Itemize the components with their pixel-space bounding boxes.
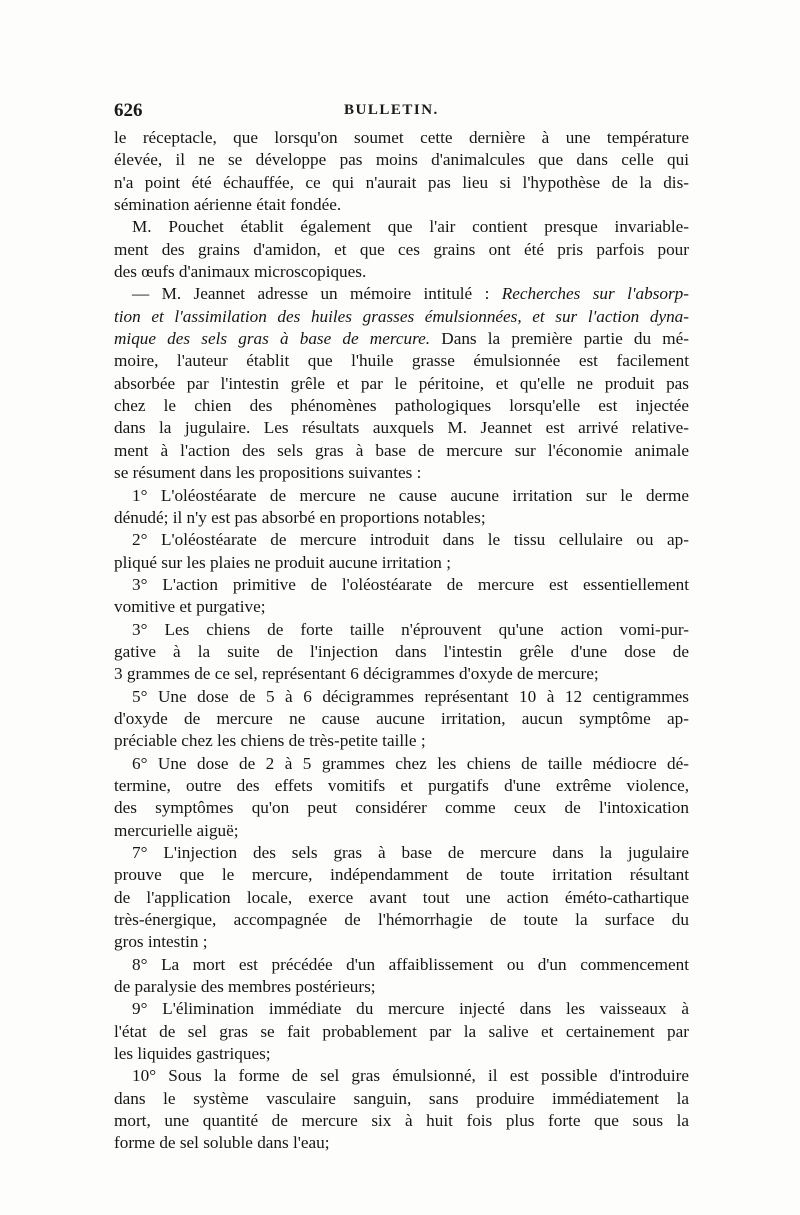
page-header	[114, 100, 686, 124]
text-line	[114, 417, 689, 439]
text-line	[114, 1088, 689, 1110]
paragraph	[114, 216, 689, 283]
text-run: ment des grains d'amidon, et que ces grains ont été pris parfois pour	[114, 239, 689, 259]
text-run: très-énergique, accompagnée de l'hémorrhagie de toute la surface du	[114, 910, 689, 930]
text-line	[114, 574, 689, 596]
text-line	[114, 1021, 689, 1043]
text-run: dans le système vasculaire sanguin, sans produire immédiatement la	[114, 1088, 689, 1108]
text-run: dans la jugulaire. Les résultats auxquels M. Jeannet est arrivé relative-	[114, 418, 689, 438]
text-run: élevée, il ne se développe pas moins d'animalcules que dans celle qui	[114, 150, 689, 170]
text-run: préciable chez les chiens de très-petite taille ;	[114, 731, 426, 751]
text-line	[114, 686, 689, 708]
text-run: — M. Jeannet adresse un mémoire intitulé :	[132, 284, 502, 304]
text-line	[114, 730, 689, 752]
text-line	[114, 194, 689, 216]
text-line	[114, 976, 689, 998]
text-line	[114, 350, 689, 372]
italic-text: tion et l'assimilation des huiles grasses émulsionnées, et sur l'action dyna-	[114, 306, 689, 326]
text-line	[114, 283, 689, 305]
text-run: 5° Une dose de 5 à 6 décigrammes représentant 10 à 12 centigrammes	[132, 686, 689, 706]
text-line	[114, 931, 689, 953]
text-line	[114, 775, 689, 797]
text-run: n'a point été échauffée, ce qui n'aurait pas lieu si l'hypothèse de la dis-	[114, 172, 689, 192]
text-run: 2° L'oléostéarate de mercure introduit dans le tissu cellulaire ou ap-	[132, 530, 689, 550]
text-line	[114, 395, 689, 417]
text-run: d'oxyde de mercure ne cause aucune irritation, aucun symptôme ap-	[114, 708, 689, 728]
body-text	[114, 127, 689, 1155]
text-line	[114, 529, 689, 551]
paragraph	[114, 954, 689, 999]
text-line	[114, 842, 689, 864]
paragraph	[114, 753, 689, 842]
text-run: des symptômes qu'on peut considérer comme ceux de l'intoxication	[114, 798, 689, 818]
text-line	[114, 261, 689, 283]
text-line	[114, 440, 689, 462]
text-line	[114, 909, 689, 931]
text-run: absorbée par l'intestin grêle et par le péritoine, et qu'elle ne produit pas	[114, 373, 689, 393]
text-run: l'état de sel gras se fait probablement par la salive et certainement par	[114, 1021, 689, 1041]
text-line	[114, 239, 689, 261]
text-run: des œufs d'animaux microscopiques.	[114, 262, 367, 282]
text-run: forme de sel soluble dans l'eau;	[114, 1133, 330, 1153]
text-line	[114, 797, 689, 819]
text-line	[114, 641, 689, 663]
text-run: 1° L'oléostéarate de mercure ne cause aucune irritation sur le derme	[132, 485, 689, 505]
text-line	[114, 708, 689, 730]
text-run: 6° Une dose de 2 à 5 grammes chez les chiens de taille médiocre dé-	[132, 753, 689, 773]
text-run: de paralysie des membres postérieurs;	[114, 977, 376, 997]
paragraph	[114, 619, 689, 686]
paragraph	[114, 686, 689, 753]
text-line	[114, 596, 689, 618]
paragraph	[114, 283, 689, 484]
text-run: 3° L'action primitive de l'oléostéarate de mercure est essentiellement	[132, 574, 689, 594]
text-line	[114, 753, 689, 775]
text-line	[114, 1132, 689, 1154]
text-line	[114, 485, 689, 507]
italic-text: mique des sels gras à base de mercure.	[114, 329, 431, 349]
text-run: 7° L'injection des sels gras à base de mercure dans la jugulaire	[132, 843, 689, 862]
text-line	[114, 216, 689, 238]
paragraph	[114, 998, 689, 1065]
text-run: vomitive et purgative;	[114, 597, 266, 617]
text-line	[114, 820, 689, 842]
paragraph	[114, 127, 689, 216]
text-run: mort, une quantité de mercure six à huit fois plus forte que sous la	[114, 1111, 689, 1131]
text-run: les liquides gastriques;	[114, 1044, 271, 1064]
text-run: 8° La mort est précédée d'un affaiblissement ou d'un commencement	[132, 954, 689, 974]
text-run: pliqué sur les plaies ne produit aucune irritation ;	[114, 552, 451, 572]
text-line	[114, 1110, 689, 1132]
text-line	[114, 954, 689, 976]
text-line	[114, 864, 689, 886]
text-line	[114, 127, 689, 149]
text-run: 10° Sous la forme de sel gras émulsionné, il est possible d'introduire	[132, 1066, 689, 1086]
text-line	[114, 887, 689, 909]
italic-text: Recherches sur l'absorp-	[501, 284, 689, 304]
text-line	[114, 172, 689, 194]
text-line	[114, 552, 689, 574]
text-line	[114, 306, 689, 328]
text-run: chez le chien des phénomènes pathologiques lorsqu'elle est injectée	[114, 396, 689, 416]
text-line	[114, 149, 689, 171]
text-line	[114, 1043, 689, 1065]
paragraph	[114, 485, 689, 530]
paragraph	[114, 529, 689, 574]
text-run: de l'application locale, exerce avant tout une action éméto-cathartique	[114, 887, 689, 907]
text-line	[114, 373, 689, 395]
text-run: prouve que le mercure, indépendamment de toute irritation résultant	[114, 865, 689, 885]
text-line	[114, 998, 689, 1020]
text-line	[114, 619, 689, 641]
text-run: M. Pouchet établit également que l'air contient presque invariable-	[132, 217, 689, 237]
text-line	[114, 507, 689, 529]
text-run: dénudé; il n'y est pas absorbé en proportions notables;	[114, 507, 486, 527]
text-run: 3 grammes de ce sel, représentant 6 décigrammes d'oxyde de mercure;	[114, 664, 599, 684]
text-run: Dans la première partie du mé-	[430, 329, 689, 349]
text-run: moire, l'auteur établit que l'huile grasse émulsionnée est facilement	[114, 351, 689, 371]
text-run: gros intestin ;	[114, 932, 208, 952]
text-run: le réceptacle, que lorsqu'on soumet cette dernière à une température	[114, 128, 689, 147]
paragraph	[114, 574, 689, 619]
text-run: 9° L'élimination immédiate du mercure injecté dans les vaisseaux à	[132, 999, 689, 1019]
paragraph	[114, 842, 689, 954]
text-run: ment à l'action des sels gras à base de mercure sur l'économie animale	[114, 440, 689, 460]
text-run: sémination aérienne était fondée.	[114, 195, 342, 215]
text-run: termine, outre des effets vomitifs et purgatifs d'une extrême violence,	[114, 775, 689, 795]
text-run: mercurielle aiguë;	[114, 820, 239, 840]
text-line	[114, 328, 689, 350]
running-head: BULLETIN.	[344, 102, 439, 118]
text-line	[114, 663, 689, 685]
page-number: 626	[114, 100, 143, 121]
text-run: se résument dans les propositions suivantes :	[114, 463, 422, 483]
paragraph	[114, 1065, 689, 1154]
text-run: gative à la suite de l'injection dans l'intestin grêle d'une dose de	[114, 641, 689, 661]
text-line	[114, 462, 689, 484]
text-run: 3° Les chiens de forte taille n'éprouvent qu'une action vomi-pur-	[132, 619, 689, 639]
text-line	[114, 1065, 689, 1087]
